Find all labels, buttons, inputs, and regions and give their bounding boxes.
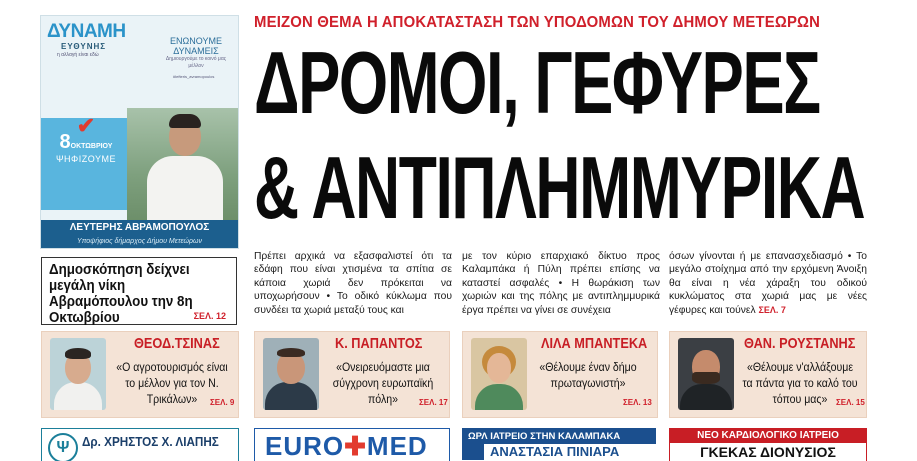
photo-torso — [680, 384, 732, 410]
ad-slogan-main: ΕΝΩΝΟΥΜΕ ΔΥΝΑΜΕΙΣ — [170, 36, 222, 56]
interview-name: ΘΑΝ. ΡΟΥΣΤΑΝΗΣ — [744, 335, 856, 352]
candidate-hair — [169, 114, 201, 128]
candidate-role: Υποψήφιος δήμαρχος Δήμου Μετεώρων — [41, 236, 238, 248]
vote-day: 8 — [59, 131, 71, 153]
vote-label: ΨΗΦΙΖΟΥΜΕ — [56, 154, 116, 164]
interview-quote: «Ο αγροτουρισμός είναι το μέλλον για τον Ν. Τρικάλων» — [116, 360, 228, 406]
ad-liapis-text: Δρ. ΧΡΗΣΤΟΣ Χ. ΛΙΑΠΗΣ — [82, 434, 219, 449]
poll-headline: Δημοσκόπηση δείχνει μεγάλη νίκη Αβραμόπουλου την 8η Οκτωβρίου — [49, 262, 193, 326]
headline-line2[interactable]: & ΑΝΤΙΠΛΗΜΜΥΡΙΚΑ — [254, 138, 865, 237]
candidate-name: ΛΕΥΤΕΡΗΣ ΑΒΡΑΜΟΠΟΥΛΟΣ — [41, 220, 238, 236]
candidate-photo — [127, 108, 238, 220]
photo-face — [487, 353, 511, 383]
headline-kicker: ΜΕΙΖΟΝ ΘΕΜΑ Η ΑΠΟΚΑΤΑΣΤΑΣΗ ΤΩΝ ΥΠΟΔΟΜΩΝ ΤΟΥ ΔΗΜΟΥ ΜΕΤΕΩΡΩΝ — [254, 14, 821, 31]
papantos-photo — [263, 338, 319, 410]
vote-month: ΟΚΤΩΒΡΙΟΥ — [70, 143, 113, 150]
article-column-2: με τον κύριο επαρχιακό δίκτυο προς Καλαμπάκα ή Πύλη πρέπει επίσης να καταστεί ασφαλές • Η θωράκιση των χωριών και της πόλης με αντιπλημμυρικά έργα πρέπει να γίνει σε συνέχεια — [462, 251, 660, 316]
ad-slogan — [159, 36, 233, 70]
ad-cardiology-title: ΝΕΟ ΚΑΡΔΙΟΛΟΓΙΚΟ ΙΑΤΡΕΙΟ — [670, 429, 866, 443]
photo-torso — [54, 382, 102, 410]
interview-card-banteka[interactable] — [462, 331, 658, 418]
interview-name: ΘΕΟΔ.ΤΣΙΝΑΣ — [134, 335, 220, 352]
logo-tagline: η αλλαγή είναι εδώ — [57, 52, 99, 58]
photo-hair — [277, 348, 305, 357]
photo-beard — [692, 372, 720, 384]
tsinas-photo — [50, 338, 106, 410]
ad-ent-title: ΩΡΛ ΙΑΤΡΕΙΟ ΣΤΗΝ ΚΑΛΑΜΠΑΚΑ — [468, 431, 621, 442]
logo-sub: ΕΥΘΥΝΗΣ — [61, 42, 107, 51]
interview-page-ref[interactable]: ΣΕΛ. 17 — [419, 398, 448, 407]
article-column-3-text: όσων γίνονται ή με επανασχεδιασμό • Το μεγάλο στοίχημα από την ερχόμενη Άνοιξη θα είναι η νέα χάραξη του οδικού κυκλώματος στα χωριά μας με νέες γέφυρες και τούνελ — [669, 251, 867, 316]
ad-hashtag: #lefteris_avramopoulos — [173, 74, 215, 79]
logo-main: ΔΥΝΑΜΗ — [47, 21, 126, 42]
interview-card-roustanis[interactable] — [669, 331, 867, 418]
article-column-1: Πρέπει αρχικά να εξασφαλιστεί ότι τα εδάφη που είναι χτισμένα τα σπίτια σε κάποια χωριά δεν πρόκειται να υποχωρήσουν • Το οδικό κύκλωμα που συνδέει τα χωριά μεταξύ τους και — [254, 251, 452, 316]
ad-cardiology-doctor: ΓΚΕΚΑΣ ΔΙΟΝΥΣΙΟΣ — [700, 444, 836, 460]
photo-torso — [265, 382, 317, 410]
ad-ent-doctor: ΑΝΑΣΤΑΣΙΑ ΠΙΝΙΑΡΑ — [484, 444, 656, 460]
vote-date-badge — [55, 113, 117, 165]
ad-ent-clinic[interactable] — [462, 428, 656, 460]
photo-hair — [65, 348, 91, 359]
photo-torso — [475, 384, 523, 410]
banteka-photo — [471, 338, 527, 410]
campaign-logo — [47, 22, 125, 58]
interview-quote: «Θέλουμε ν'αλλάξουμε τα πάντα για το καλό του τόπου μας» — [742, 360, 858, 406]
poll-page-ref[interactable]: ΣΕΛ. 12 — [193, 311, 226, 321]
euromed-right: MED — [366, 431, 428, 461]
article-column-3 — [669, 250, 867, 317]
ad-liapis[interactable] — [41, 428, 239, 461]
campaign-ad[interactable] — [40, 15, 239, 249]
interview-name: ΛΙΛΑ ΜΠΑΝΤΕΚΑ — [541, 335, 648, 352]
interview-quote: «Ονειρευόμαστε μια σύγχρονη ευρωπαϊκή πόλη» — [332, 360, 434, 406]
article-page-ref[interactable]: ΣΕΛ. 7 — [758, 304, 786, 315]
euromed-left: EURO — [265, 431, 345, 461]
ad-slogan-sub: Δημιουργούμε το κοινό μας μέλλον — [165, 56, 227, 69]
interview-card-papantos[interactable] — [254, 331, 450, 418]
poll-box[interactable] — [41, 257, 237, 325]
interview-quote: «Θέλουμε έναν δήμο πρωταγωνιστή» — [539, 360, 637, 390]
interview-page-ref[interactable]: ΣΕΛ. 15 — [836, 398, 865, 407]
euromed-logo — [265, 431, 428, 461]
check-icon: ✔ — [76, 113, 96, 138]
interview-card-tsinas[interactable] — [41, 331, 239, 418]
interview-page-ref[interactable]: ΣΕΛ. 9 — [210, 398, 235, 407]
roustanis-photo — [678, 338, 734, 410]
psi-icon: Ψ — [48, 433, 78, 461]
interview-page-ref[interactable]: ΣΕΛ. 13 — [623, 398, 652, 407]
interview-name: Κ. ΠΑΠΑΝΤΟΣ — [335, 335, 423, 352]
candidate-shirt — [147, 156, 223, 226]
medical-cross-icon: ✚ — [344, 431, 367, 461]
headline-line1[interactable]: ΔΡΟΜΟΙ, ΓΕΦΥΡΕΣ — [254, 33, 820, 132]
ad-euromed[interactable] — [254, 428, 450, 461]
ad-cardiology[interactable] — [669, 428, 867, 461]
